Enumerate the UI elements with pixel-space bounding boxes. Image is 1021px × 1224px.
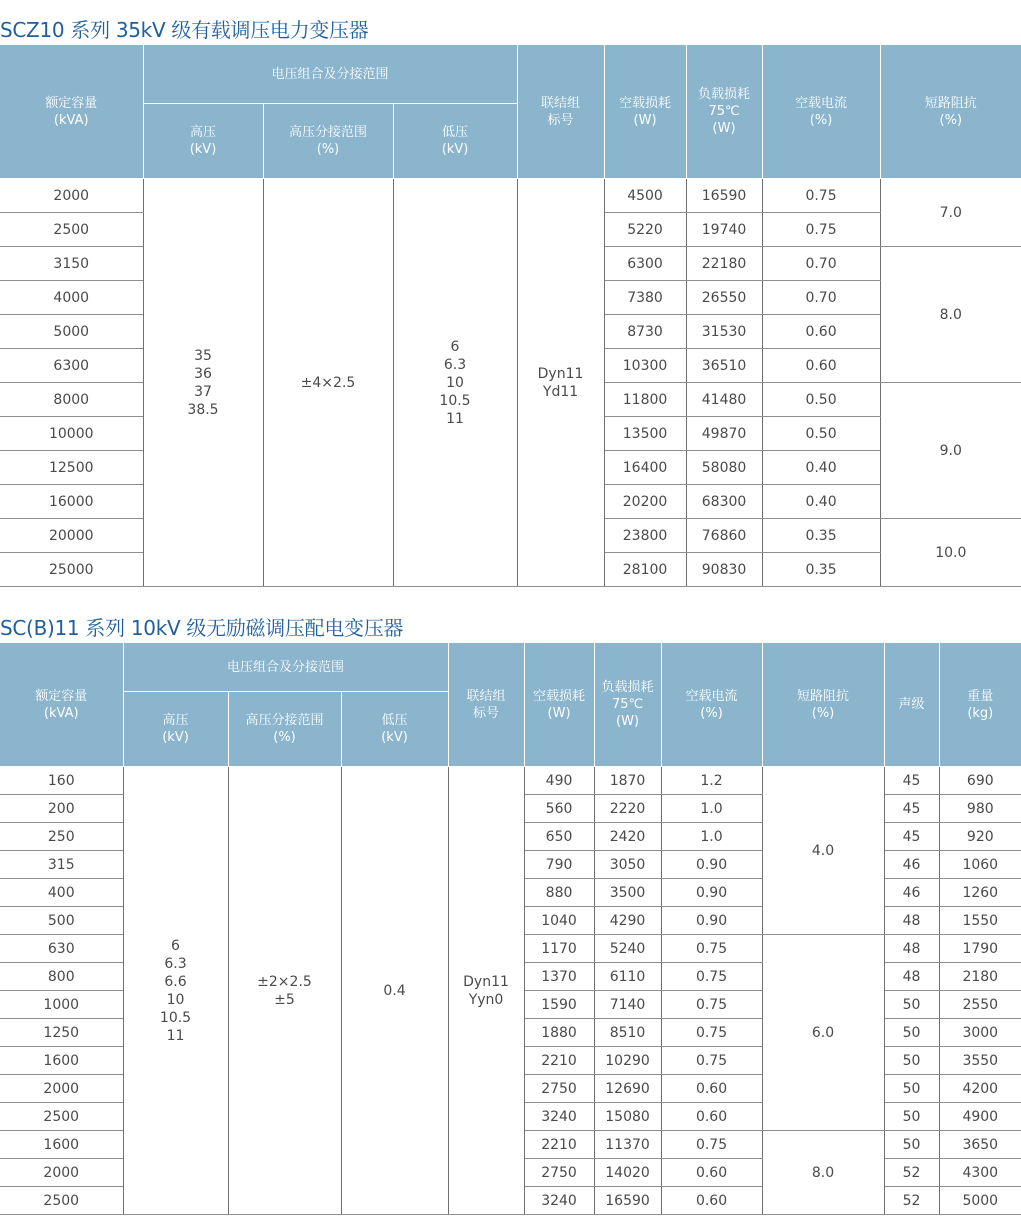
cell-impedance-group: 10.0 [880, 519, 1021, 587]
cell-no-load-loss: 13500 [604, 417, 686, 451]
cell-connection-merged: Dyn11 Yd11 [517, 179, 604, 587]
cell-no-load-current: 0.35 [762, 519, 880, 553]
cell-weight: 5000 [939, 1187, 1021, 1215]
cell-no-load-current: 0.75 [661, 991, 762, 1019]
table-row [0, 179, 1021, 213]
cell-load-loss: 68300 [686, 485, 762, 519]
cell-load-loss: 41480 [686, 383, 762, 417]
cell-no-load-loss: 7380 [604, 281, 686, 315]
cell-weight: 690 [939, 767, 1021, 795]
cell-capacity: 800 [0, 963, 123, 991]
cell-weight: 920 [939, 823, 1021, 851]
cell-capacity: 5000 [0, 315, 143, 349]
cell-sound-level: 50 [884, 1019, 939, 1047]
cell-no-load-current: 0.60 [661, 1075, 762, 1103]
cell-no-load-loss: 560 [524, 795, 594, 823]
cell-impedance-group: 9.0 [880, 383, 1021, 519]
cell-weight: 3650 [939, 1131, 1021, 1159]
cell-impedance-group: 6.0 [762, 935, 884, 1131]
cell-no-load-loss: 23800 [604, 519, 686, 553]
cell-load-loss: 26550 [686, 281, 762, 315]
cell-no-load-current: 0.60 [661, 1103, 762, 1131]
cell-weight: 1790 [939, 935, 1021, 963]
table1-title: SCZ10 系列 35kV 级有载调压电力变压器 [0, 18, 369, 42]
header-sound-level: 声级 [884, 643, 939, 767]
cell-capacity: 630 [0, 935, 123, 963]
cell-weight: 980 [939, 795, 1021, 823]
cell-no-load-current: 0.60 [661, 1187, 762, 1215]
header-no-load-loss: 空载损耗 (W) [524, 643, 594, 767]
cell-impedance-group: 7.0 [880, 179, 1021, 247]
cell-capacity: 1600 [0, 1047, 123, 1075]
cell-weight: 4300 [939, 1159, 1021, 1187]
cell-lv-merged: 6 6.3 10 10.5 11 [393, 179, 517, 587]
cell-no-load-loss: 2750 [524, 1075, 594, 1103]
header-tap-range: 高压分接范围 (%) [263, 104, 393, 179]
cell-capacity: 500 [0, 907, 123, 935]
cell-no-load-loss: 2210 [524, 1131, 594, 1159]
cell-no-load-current: 0.35 [762, 553, 880, 587]
cell-no-load-loss: 10300 [604, 349, 686, 383]
cell-no-load-loss: 20200 [604, 485, 686, 519]
header-voltage-group: 电压组合及分接范围 [123, 643, 448, 692]
cell-sound-level: 45 [884, 795, 939, 823]
cell-load-loss: 6110 [594, 963, 661, 991]
cell-no-load-loss: 3240 [524, 1187, 594, 1215]
cell-no-load-loss: 490 [524, 767, 594, 795]
cell-no-load-loss: 4500 [604, 179, 686, 213]
header-impedance: 短路阻抗 (%) [762, 643, 884, 767]
cell-no-load-loss: 650 [524, 823, 594, 851]
cell-no-load-current: 0.70 [762, 247, 880, 281]
cell-tap-range-merged: ±2×2.5 ±5 [228, 767, 341, 1215]
cell-load-loss: 19740 [686, 213, 762, 247]
cell-load-loss: 76860 [686, 519, 762, 553]
cell-no-load-loss: 8730 [604, 315, 686, 349]
table-row [0, 767, 1021, 795]
cell-capacity: 3150 [0, 247, 143, 281]
cell-no-load-current: 0.75 [661, 935, 762, 963]
cell-no-load-loss: 1040 [524, 907, 594, 935]
header-capacity: 额定容量 (kVA) [0, 643, 123, 767]
cell-sound-level: 46 [884, 851, 939, 879]
header-tap-range: 高压分接范围 (%) [228, 692, 341, 767]
cell-load-loss: 2220 [594, 795, 661, 823]
cell-load-loss: 3500 [594, 879, 661, 907]
header-capacity: 额定容量 (kVA) [0, 45, 143, 179]
cell-no-load-loss: 16400 [604, 451, 686, 485]
cell-capacity: 200 [0, 795, 123, 823]
cell-capacity: 20000 [0, 519, 143, 553]
cell-load-loss: 90830 [686, 553, 762, 587]
cell-weight: 1260 [939, 879, 1021, 907]
header-hv: 高压 (kV) [143, 104, 263, 179]
cell-no-load-loss: 5220 [604, 213, 686, 247]
cell-no-load-current: 0.60 [661, 1159, 762, 1187]
cell-no-load-current: 0.75 [661, 1019, 762, 1047]
cell-sound-level: 52 [884, 1159, 939, 1187]
cell-no-load-current: 0.90 [661, 879, 762, 907]
cell-no-load-loss: 28100 [604, 553, 686, 587]
header-connection: 联结组 标号 [517, 45, 604, 179]
header-lv: 低压 (kV) [393, 104, 517, 179]
cell-no-load-current: 0.60 [762, 349, 880, 383]
header-no-load-current: 空载电流 (%) [661, 643, 762, 767]
cell-sound-level: 50 [884, 1047, 939, 1075]
cell-load-loss: 7140 [594, 991, 661, 1019]
cell-no-load-current: 0.50 [762, 417, 880, 451]
scz10-spec-table [0, 44, 1021, 587]
cell-no-load-loss: 1590 [524, 991, 594, 1019]
cell-sound-level: 48 [884, 935, 939, 963]
cell-sound-level: 50 [884, 1075, 939, 1103]
cell-no-load-current: 0.70 [762, 281, 880, 315]
scb11-spec-table [0, 642, 1021, 1215]
cell-no-load-current: 0.40 [762, 451, 880, 485]
cell-no-load-current: 1.2 [661, 767, 762, 795]
cell-hv-merged: 35 36 37 38.5 [143, 179, 263, 587]
header-weight: 重量 (kg) [939, 643, 1021, 767]
cell-load-loss: 12690 [594, 1075, 661, 1103]
cell-capacity: 1250 [0, 1019, 123, 1047]
cell-load-loss: 5240 [594, 935, 661, 963]
cell-no-load-loss: 1880 [524, 1019, 594, 1047]
cell-capacity: 1600 [0, 1131, 123, 1159]
header-load-loss: 负载损耗 75℃ (W) [594, 643, 661, 767]
cell-impedance-group: 8.0 [880, 247, 1021, 383]
cell-sound-level: 48 [884, 907, 939, 935]
header-no-load-current: 空载电流 (%) [762, 45, 880, 179]
cell-capacity: 2500 [0, 213, 143, 247]
cell-load-loss: 2420 [594, 823, 661, 851]
cell-no-load-current: 1.0 [661, 795, 762, 823]
cell-load-loss: 31530 [686, 315, 762, 349]
cell-load-loss: 22180 [686, 247, 762, 281]
cell-no-load-loss: 1170 [524, 935, 594, 963]
cell-weight: 3550 [939, 1047, 1021, 1075]
cell-load-loss: 11370 [594, 1131, 661, 1159]
cell-capacity: 6300 [0, 349, 143, 383]
cell-load-loss: 4290 [594, 907, 661, 935]
cell-impedance-group: 4.0 [762, 767, 884, 935]
cell-no-load-current: 1.0 [661, 823, 762, 851]
cell-impedance-group: 8.0 [762, 1131, 884, 1215]
header-impedance: 短路阻抗 (%) [880, 45, 1021, 179]
cell-no-load-current: 0.60 [762, 315, 880, 349]
cell-sound-level: 50 [884, 1131, 939, 1159]
cell-no-load-loss: 880 [524, 879, 594, 907]
cell-no-load-loss: 3240 [524, 1103, 594, 1131]
cell-capacity: 8000 [0, 383, 143, 417]
cell-no-load-current: 0.75 [661, 1131, 762, 1159]
cell-load-loss: 49870 [686, 417, 762, 451]
cell-capacity: 16000 [0, 485, 143, 519]
cell-no-load-current: 0.90 [661, 907, 762, 935]
header-load-loss: 负载损耗 75℃ (W) [686, 45, 762, 179]
cell-capacity: 10000 [0, 417, 143, 451]
cell-no-load-current: 0.75 [762, 179, 880, 213]
cell-capacity: 2000 [0, 179, 143, 213]
header-lv: 低压 (kV) [341, 692, 448, 767]
cell-load-loss: 14020 [594, 1159, 661, 1187]
cell-capacity: 250 [0, 823, 123, 851]
cell-weight: 4200 [939, 1075, 1021, 1103]
cell-sound-level: 52 [884, 1187, 939, 1215]
header-voltage-group: 电压组合及分接范围 [143, 45, 517, 104]
cell-weight: 1060 [939, 851, 1021, 879]
cell-load-loss: 36510 [686, 349, 762, 383]
cell-capacity: 2000 [0, 1159, 123, 1187]
cell-sound-level: 48 [884, 963, 939, 991]
cell-capacity: 400 [0, 879, 123, 907]
cell-no-load-loss: 1370 [524, 963, 594, 991]
cell-sound-level: 50 [884, 991, 939, 1019]
cell-sound-level: 50 [884, 1103, 939, 1131]
cell-weight: 1550 [939, 907, 1021, 935]
cell-weight: 4900 [939, 1103, 1021, 1131]
cell-sound-level: 46 [884, 879, 939, 907]
cell-tap-range-merged: ±4×2.5 [263, 179, 393, 587]
cell-capacity: 2500 [0, 1187, 123, 1215]
cell-capacity: 2500 [0, 1103, 123, 1131]
cell-capacity: 315 [0, 851, 123, 879]
cell-no-load-loss: 6300 [604, 247, 686, 281]
cell-capacity: 2000 [0, 1075, 123, 1103]
cell-no-load-loss: 2210 [524, 1047, 594, 1075]
table2-title: SC(B)11 系列 10kV 级无励磁调压配电变压器 [0, 616, 404, 640]
cell-weight: 2550 [939, 991, 1021, 1019]
cell-capacity: 160 [0, 767, 123, 795]
header-connection: 联结组 标号 [448, 643, 524, 767]
header-no-load-loss: 空载损耗 (W) [604, 45, 686, 179]
cell-weight: 2180 [939, 963, 1021, 991]
cell-load-loss: 8510 [594, 1019, 661, 1047]
cell-hv-merged: 6 6.3 6.6 10 10.5 11 [123, 767, 228, 1215]
header-hv: 高压 (kV) [123, 692, 228, 767]
cell-capacity: 25000 [0, 553, 143, 587]
cell-no-load-current: 0.40 [762, 485, 880, 519]
cell-load-loss: 15080 [594, 1103, 661, 1131]
cell-no-load-loss: 11800 [604, 383, 686, 417]
cell-sound-level: 45 [884, 767, 939, 795]
cell-no-load-current: 0.75 [762, 213, 880, 247]
cell-sound-level: 45 [884, 823, 939, 851]
cell-load-loss: 16590 [686, 179, 762, 213]
cell-load-loss: 10290 [594, 1047, 661, 1075]
cell-no-load-current: 0.75 [661, 1047, 762, 1075]
cell-capacity: 12500 [0, 451, 143, 485]
cell-load-loss: 1870 [594, 767, 661, 795]
cell-no-load-current: 0.90 [661, 851, 762, 879]
cell-load-loss: 16590 [594, 1187, 661, 1215]
cell-load-loss: 58080 [686, 451, 762, 485]
cell-no-load-current: 0.50 [762, 383, 880, 417]
cell-no-load-loss: 790 [524, 851, 594, 879]
cell-connection-merged: Dyn11 Yyn0 [448, 767, 524, 1215]
cell-no-load-current: 0.75 [661, 963, 762, 991]
cell-capacity: 4000 [0, 281, 143, 315]
cell-load-loss: 3050 [594, 851, 661, 879]
cell-capacity: 1000 [0, 991, 123, 1019]
cell-no-load-loss: 2750 [524, 1159, 594, 1187]
cell-weight: 3000 [939, 1019, 1021, 1047]
cell-lv-merged: 0.4 [341, 767, 448, 1215]
